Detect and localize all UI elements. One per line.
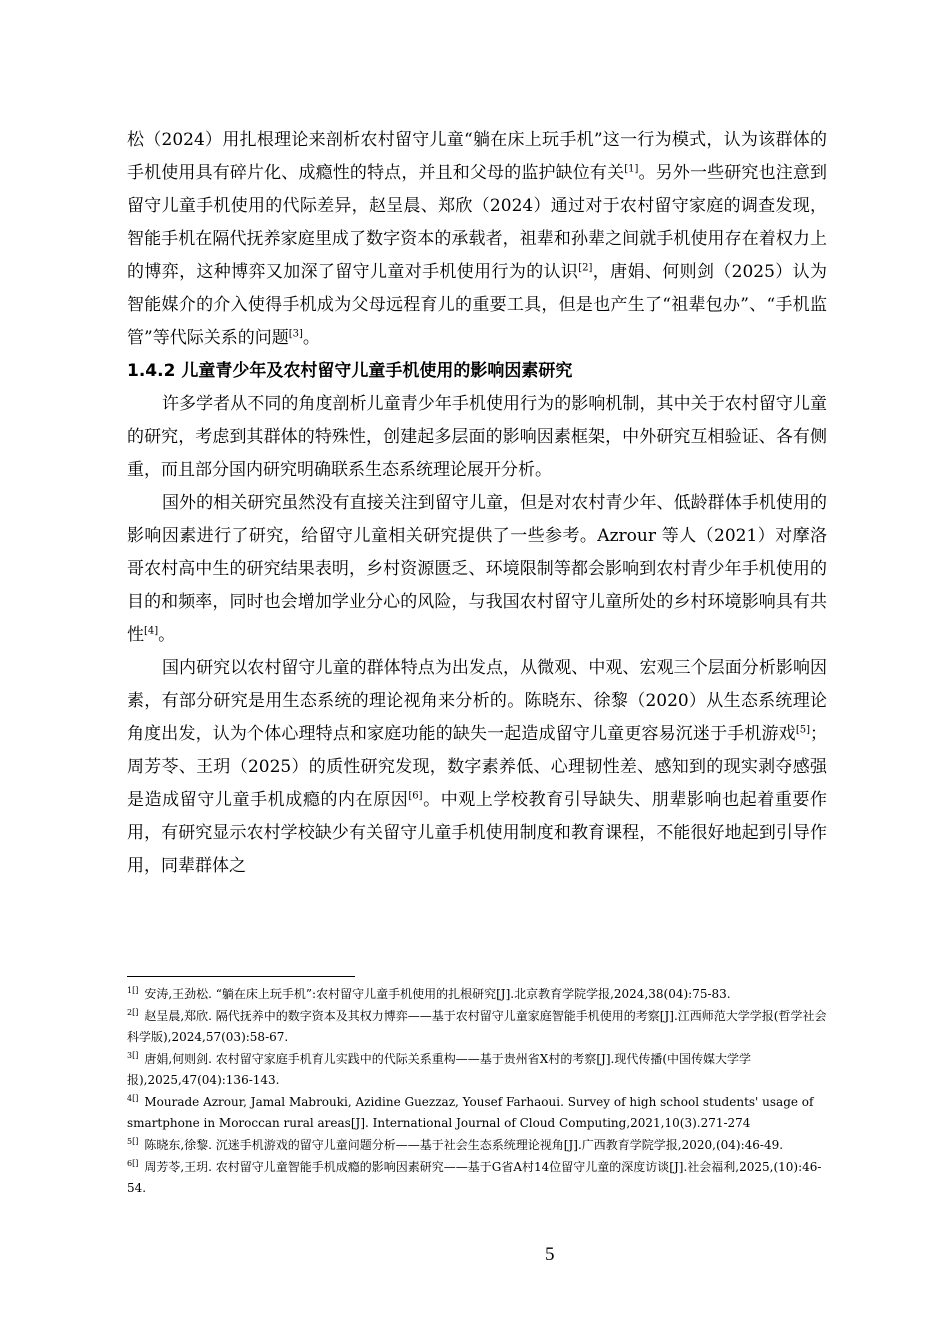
- paragraph-4-text-a: 国内研究以农村留守儿童的群体特点为出发点，从微观、中观、宏观三个层面分析影响因素，有部分研究是用生态系统的理论视角来分析的。陈晓东、徐黎（2020）从生态系统理论角度出发，认为个体心理特点和家庭功能的缺失一起造成留守儿童更容易沉迷于手机游戏: [127, 658, 827, 744]
- citation-ref-5: [5]: [795, 724, 810, 736]
- paragraph-4-text-c: 。中观上学校教育引导缺失、朋辈影响也起着重要作用，有研究显示农村学校缺少有关留守儿童手机使用制度和教育课程，不能很好地起到引导作用，同辈群体之: [127, 790, 828, 876]
- footnotes: [127, 984, 827, 1200]
- section-heading: 1.4.2 儿童青少年及农村留守儿童手机使用的影响因素研究: [127, 361, 573, 381]
- paragraph-3: [127, 487, 827, 652]
- page-number: 5: [545, 1244, 555, 1265]
- footnote-mark: 3[]: [127, 1051, 139, 1060]
- footnote-1: [127, 984, 827, 1005]
- paragraph-2: 许多学者从不同的角度剖析儿童青少年手机使用行为的影响机制，其中关于农村留守儿童的研究，考虑到其群体的特殊性，创建起多层面的影响因素框架，中外研究互相验证、各有侧重，而且部分国内研究明确联系生态系统理论展开分析。: [127, 394, 827, 480]
- citation-ref-3: [3]: [288, 328, 303, 340]
- footnote-6: [127, 1157, 827, 1199]
- paragraph-4: [127, 652, 827, 883]
- footnote-2: [127, 1006, 827, 1048]
- paragraph-1-text-b: 。另外一些研究也注意到留守儿童手机使用的代际差异，赵呈晨、郑欣（2024）通过对于农村留守家庭的调查发现，智能手机在隔代抚养家庭里成了数字资本的承载者，祖辈和孙辈之间就手机使用存在着权力上的博弈，这种博弈又加深了留守儿童对手机使用行为的认识: [127, 163, 828, 282]
- paragraph-1-text-c: ，唐娟、何则剑（2025）认为智能媒介的介入使得手机成为父母远程育儿的重要工具，但是也产生了“祖辈包办”、“手机监管”等代际关系的问题: [127, 262, 827, 348]
- footnote-4: [127, 1092, 827, 1134]
- paragraph-3-text-a: 国外的相关研究虽然没有直接关注到留守儿童，但是对农村青少年、低龄群体手机使用的影响因素进行了研究，给留守儿童相关研究提供了一些参考。Azrour 等人（2021）对摩洛哥农村高中生的研究结果表明，乡村资源匮乏、环境限制等都会影响到农村青少年手机使用的目的和频率，同时也会增加学业分心的风险，与我国农村留守儿童所处的乡村环境影响具有共性: [127, 493, 827, 645]
- footnote-text: 唐娟,何则剑. 农村留守家庭手机育儿实践中的代际关系重构——基于贵州省X村的考察[J].现代传播(中国传媒大学学报),2025,47(04):136-143.: [127, 1052, 752, 1087]
- footnote-mark: 1[]: [127, 986, 139, 995]
- footnote-mark: 2[]: [127, 1008, 139, 1017]
- citation-ref-2: [2]: [578, 262, 593, 274]
- paragraph-1-text-d: 。: [302, 328, 320, 348]
- footnote-mark: 4[]: [127, 1094, 139, 1103]
- footnote-text: 陈晓东,徐黎. 沉迷手机游戏的留守儿童问题分析——基于社会生态系统理论视角[J].广西教育学院学报,2020,(04):46-49.: [144, 1138, 784, 1152]
- footnote-text: Mourade Azrour, Jamal Mabrouki, Azidine Guezzaz, Yousef Farhaoui. Survey of high school students' usage of smartphone in Moroccan rural areas[J]. International Journal of Cloud Computing,2021,10(3).271-274: [127, 1095, 814, 1130]
- footnote-separator: [127, 976, 355, 977]
- footnote-text: 周芳苓,王玥. 农村留守儿童智能手机成瘾的影响因素研究——基于G省A村14位留守儿童的深度访谈[J].社会福利,2025,(10):46-54.: [127, 1160, 822, 1195]
- citation-ref-6: [6]: [408, 790, 423, 802]
- footnote-3: [127, 1049, 827, 1091]
- paragraph-1: [127, 124, 827, 355]
- footnote-text: 安涛,王劲松. “躺在床上玩手机”:农村留守儿童手机使用的扎根研究[J].北京教育学院学报,2024,38(04):75-83.: [144, 987, 731, 1001]
- citation-ref-4: [4]: [144, 625, 159, 637]
- paragraph-1-text-a: 松（2024）用扎根理论来剖析农村留守儿童“躺在床上玩手机”这一行为模式，认为该群体的手机使用具有碎片化、成瘾性的特点，并且和父母的监护缺位有关: [127, 130, 827, 183]
- footnote-mark: 5[]: [127, 1137, 139, 1146]
- paragraph-3-text-b: 。: [158, 625, 176, 645]
- body-text: [127, 124, 827, 883]
- footnote-5: [127, 1135, 827, 1156]
- footnote-mark: 6[]: [127, 1159, 139, 1168]
- paragraph-4-text-b: ；周芳苓、王玥（2025）的质性研究发现，数字素养低、心理韧性差、感知到的现实剥夺感强是造成留守儿童手机成瘾的内在原因: [127, 724, 827, 810]
- footnote-text: 赵呈晨,郑欣. 隔代抚养中的数字资本及其权力博弈——基于农村留守儿童家庭智能手机使用的考察[J].江西师范大学学报(哲学社会科学版),2024,57(03):58-67.: [127, 1009, 827, 1044]
- citation-ref-1: [1]: [624, 163, 639, 175]
